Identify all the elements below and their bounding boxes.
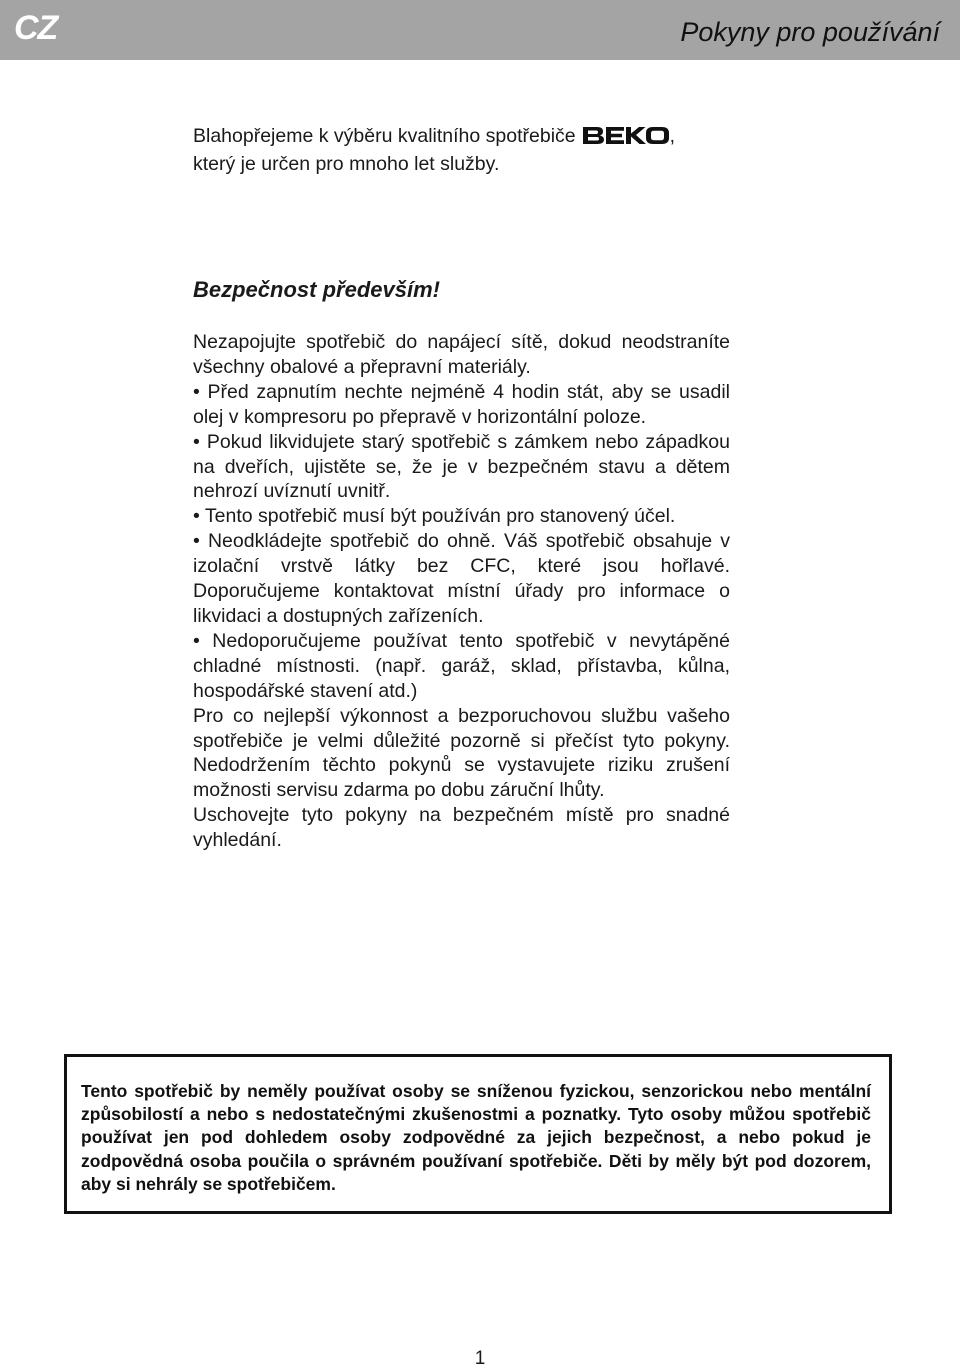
intro-line-1-end: , [669,125,676,147]
page-header [0,0,960,60]
instruction-paragraph: Uschovejte tyto pokyny na bezpečném místě pro snadné vyhledání. [193,804,730,852]
safety-instructions [193,330,730,853]
safety-heading: Bezpečnost především! [193,277,440,302]
instruction-bullet: • Před zapnutím nechte nejméně 4 hodin stát, aby se usadil olej v kompresoru po přepravě v horizontální poloze. [193,380,730,428]
instruction-bullet: • Tento spotřebič musí být používán pro stanovený účel. [193,505,676,528]
language-code: CZ [14,9,58,47]
instruction-bullet: • Nedoporučujeme používat tento spotřebič v nevytápěné chladné místnosti. (např. garáž, sklad, přístavba, kůlna, hospodářské stavení atd.) [193,629,730,702]
intro-line-2: který je určen pro mnoho let služby. [193,153,500,175]
page-title: Pokyny pro používání [680,17,940,47]
instruction-paragraph: Pro co nejlepší výkonnost a bezporuchovou službu vašeho spotřebiče je velmi důležité pozorně si přečíst tyto pokyny. Nedodržením těchto pokynů se vystavujete riziku zrušení možnosti servisu zdarma po dobu záruční lhůty. [193,704,730,802]
instruction-bullet: • Neodkládejte spotřebič do ohně. Váš spotřebič obsahuje v izolační vrstvě látky bez CFC, které jsou hořlavé. Doporučujeme kontaktovat místní úřady pro informace o likvidaci a dostupných zařízeních. [193,530,730,627]
instruction-paragraph: Nezapojujte spotřebič do napájecí sítě, dokud neodstraníte všechny obalové a přepravní materiály. [193,331,730,378]
intro-line-1: Blahopřejeme k výběru kvalitního spotřebiče [193,125,576,147]
page-number: 1 [474,1348,486,1369]
intro-text [193,124,738,177]
warning-notice-box [64,1054,892,1214]
warning-notice-text: Tento spotřebič by neměly používat osoby se sníženou fyzickou, senzorickou nebo mentální způsobilostí a nebo s nedostatečnými zkušenostmi a poznatky. Tyto osoby můžou spotřebič používat jen pod dohledem osoby zodpovědné za jejich bezpečnost, a nebo pokud je zodpovědná osoba poučila o správném používaní spotřebiče. Děti by měly být pod dozorem, aby si nehrály se spotřebičem. [81,1081,871,1194]
instruction-bullet: • Pokud likvidujete starý spotřebič s zámkem nebo západkou na dveřích, ujistěte se, že je v bezpečném stavu a dětem nehrozí uvíznutí uvnitř. [193,430,730,503]
beko-logo [582,126,670,152]
